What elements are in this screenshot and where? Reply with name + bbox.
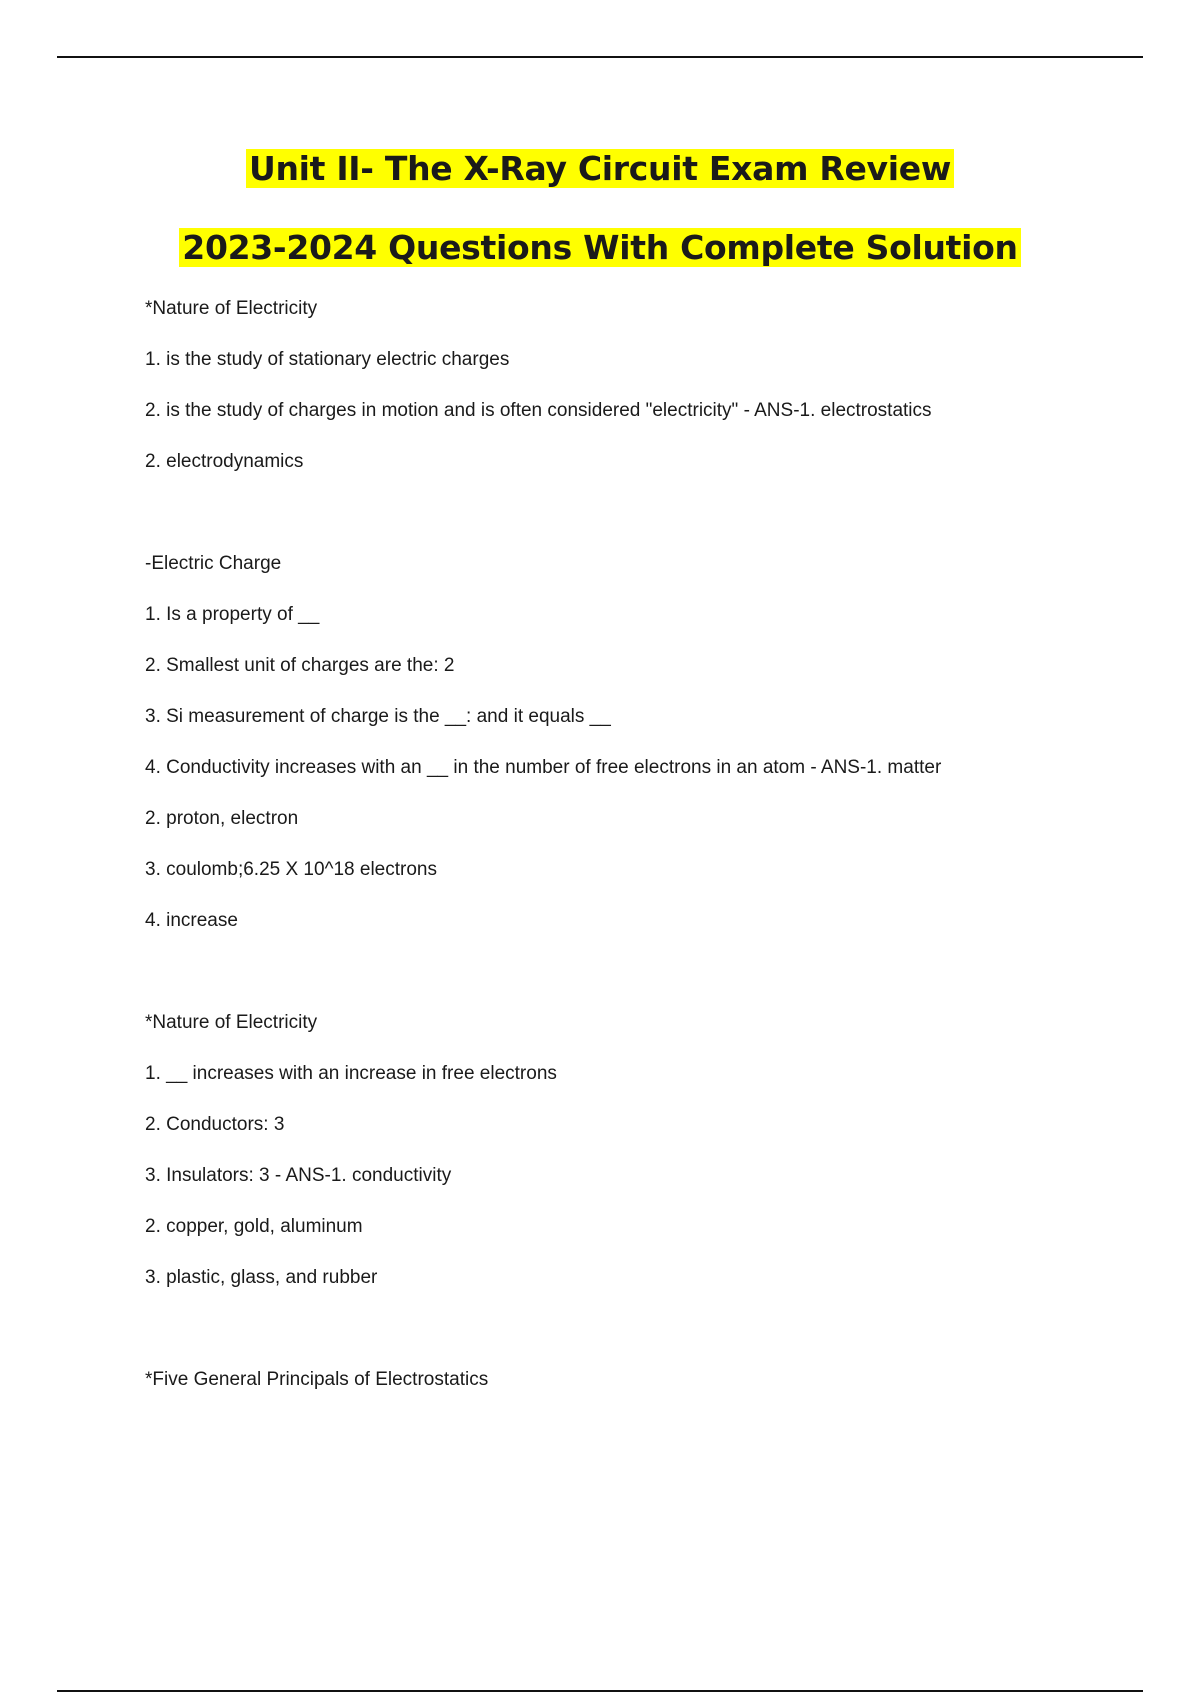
question-line: 4. Conductivity increases with an __ in the number of free electrons in an atom - ANS-1. matter [145, 757, 942, 778]
document-body [145, 296, 1105, 1418]
answer-line: 2. electrodynamics [145, 451, 304, 472]
question-line: 3. Insulators: 3 - ANS-1. conductivity [145, 1165, 452, 1186]
question-line: 1. __ increases with an increase in free electrons [145, 1063, 557, 1084]
question-line: 1. is the study of stationary electric charges [145, 349, 510, 370]
title-highlight-1: Unit II- The X-Ray Circuit Exam Review [246, 149, 954, 188]
question-line: 1. Is a property of __ [145, 604, 320, 625]
footer-rule [57, 1690, 1143, 1692]
document-title-line-1 [0, 144, 1200, 194]
section-spacer [145, 959, 1105, 1010]
document-title-line-2 [0, 223, 1200, 273]
answer-line: 3. plastic, glass, and rubber [145, 1267, 378, 1288]
title-highlight-2: 2023-2024 Questions With Complete Solution [179, 228, 1020, 267]
header-rule [57, 56, 1143, 58]
section-spacer [145, 500, 1105, 551]
answer-line: 2. proton, electron [145, 808, 299, 829]
section-heading: *Five General Principals of Electrostatics [145, 1369, 489, 1390]
answer-line: 3. coulomb;6.25 X 10^18 electrons [145, 859, 437, 880]
question-line: 2. Smallest unit of charges are the: 2 [145, 655, 455, 676]
section-spacer [145, 1316, 1105, 1367]
question-line: 3. Si measurement of charge is the __: and it equals __ [145, 706, 611, 727]
question-line: 2. Conductors: 3 [145, 1114, 285, 1135]
answer-line: 2. copper, gold, aluminum [145, 1216, 363, 1237]
section-heading: -Electric Charge [145, 553, 282, 574]
answer-line: 4. increase [145, 910, 238, 931]
section-heading: *Nature of Electricity [145, 1012, 318, 1033]
section-heading: *Nature of Electricity [145, 298, 318, 319]
question-line: 2. is the study of charges in motion and is often considered "electricity" - ANS-1. electrostatics [145, 400, 932, 421]
